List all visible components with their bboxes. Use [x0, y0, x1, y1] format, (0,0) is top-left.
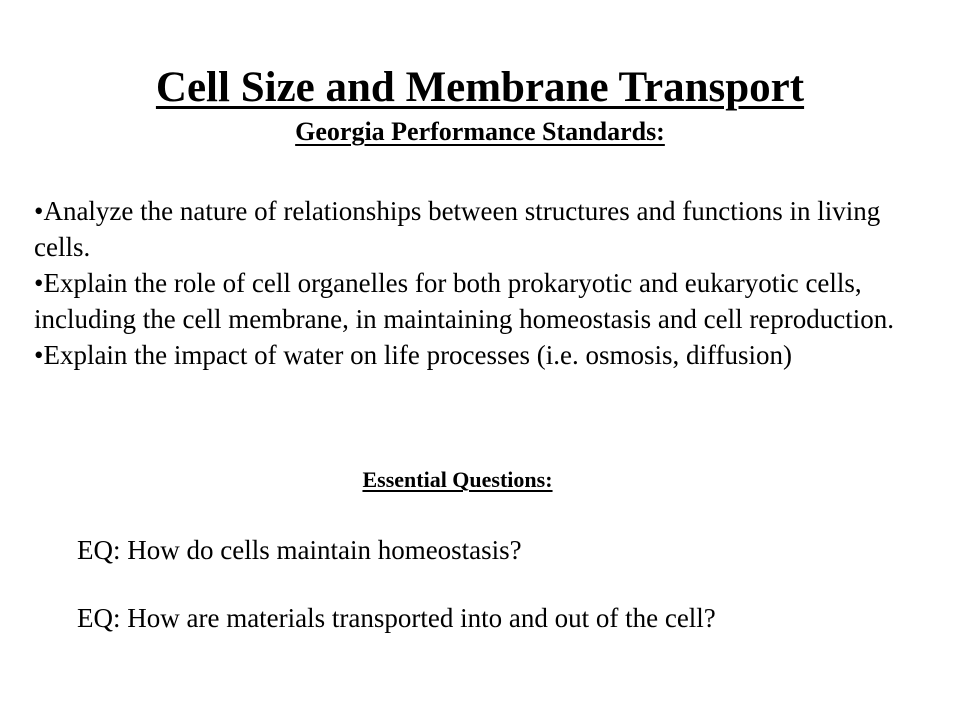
- standard-text: Explain the impact of water on life processes (i.e. osmosis, diffusion): [43, 340, 793, 370]
- essential-questions-heading: Essential Questions:: [362, 467, 553, 492]
- bullet-icon: •: [34, 268, 44, 298]
- standard-item: [34, 193, 924, 265]
- standards-list: [34, 193, 924, 373]
- bullet-icon: •: [34, 340, 44, 370]
- standard-item: [34, 265, 924, 337]
- standard-text: Analyze the nature of relationships between structures and functions in living cells.: [34, 196, 881, 262]
- standard-text: Explain the role of cell organelles for both prokaryotic and eukaryotic cells, including the cell membrane, in maintaining homeostasis and cell reproduction.: [34, 268, 895, 334]
- essential-question-1: EQ: How do cells maintain homeostasis?: [77, 535, 522, 565]
- bullet-icon: •: [34, 196, 44, 226]
- standard-item: [34, 337, 924, 373]
- essential-question-2: EQ: How are materials transported into and out of the cell?: [77, 603, 716, 633]
- standards-heading: Georgia Performance Standards:: [295, 117, 665, 146]
- slide-title: Cell Size and Membrane Transport: [155, 64, 805, 111]
